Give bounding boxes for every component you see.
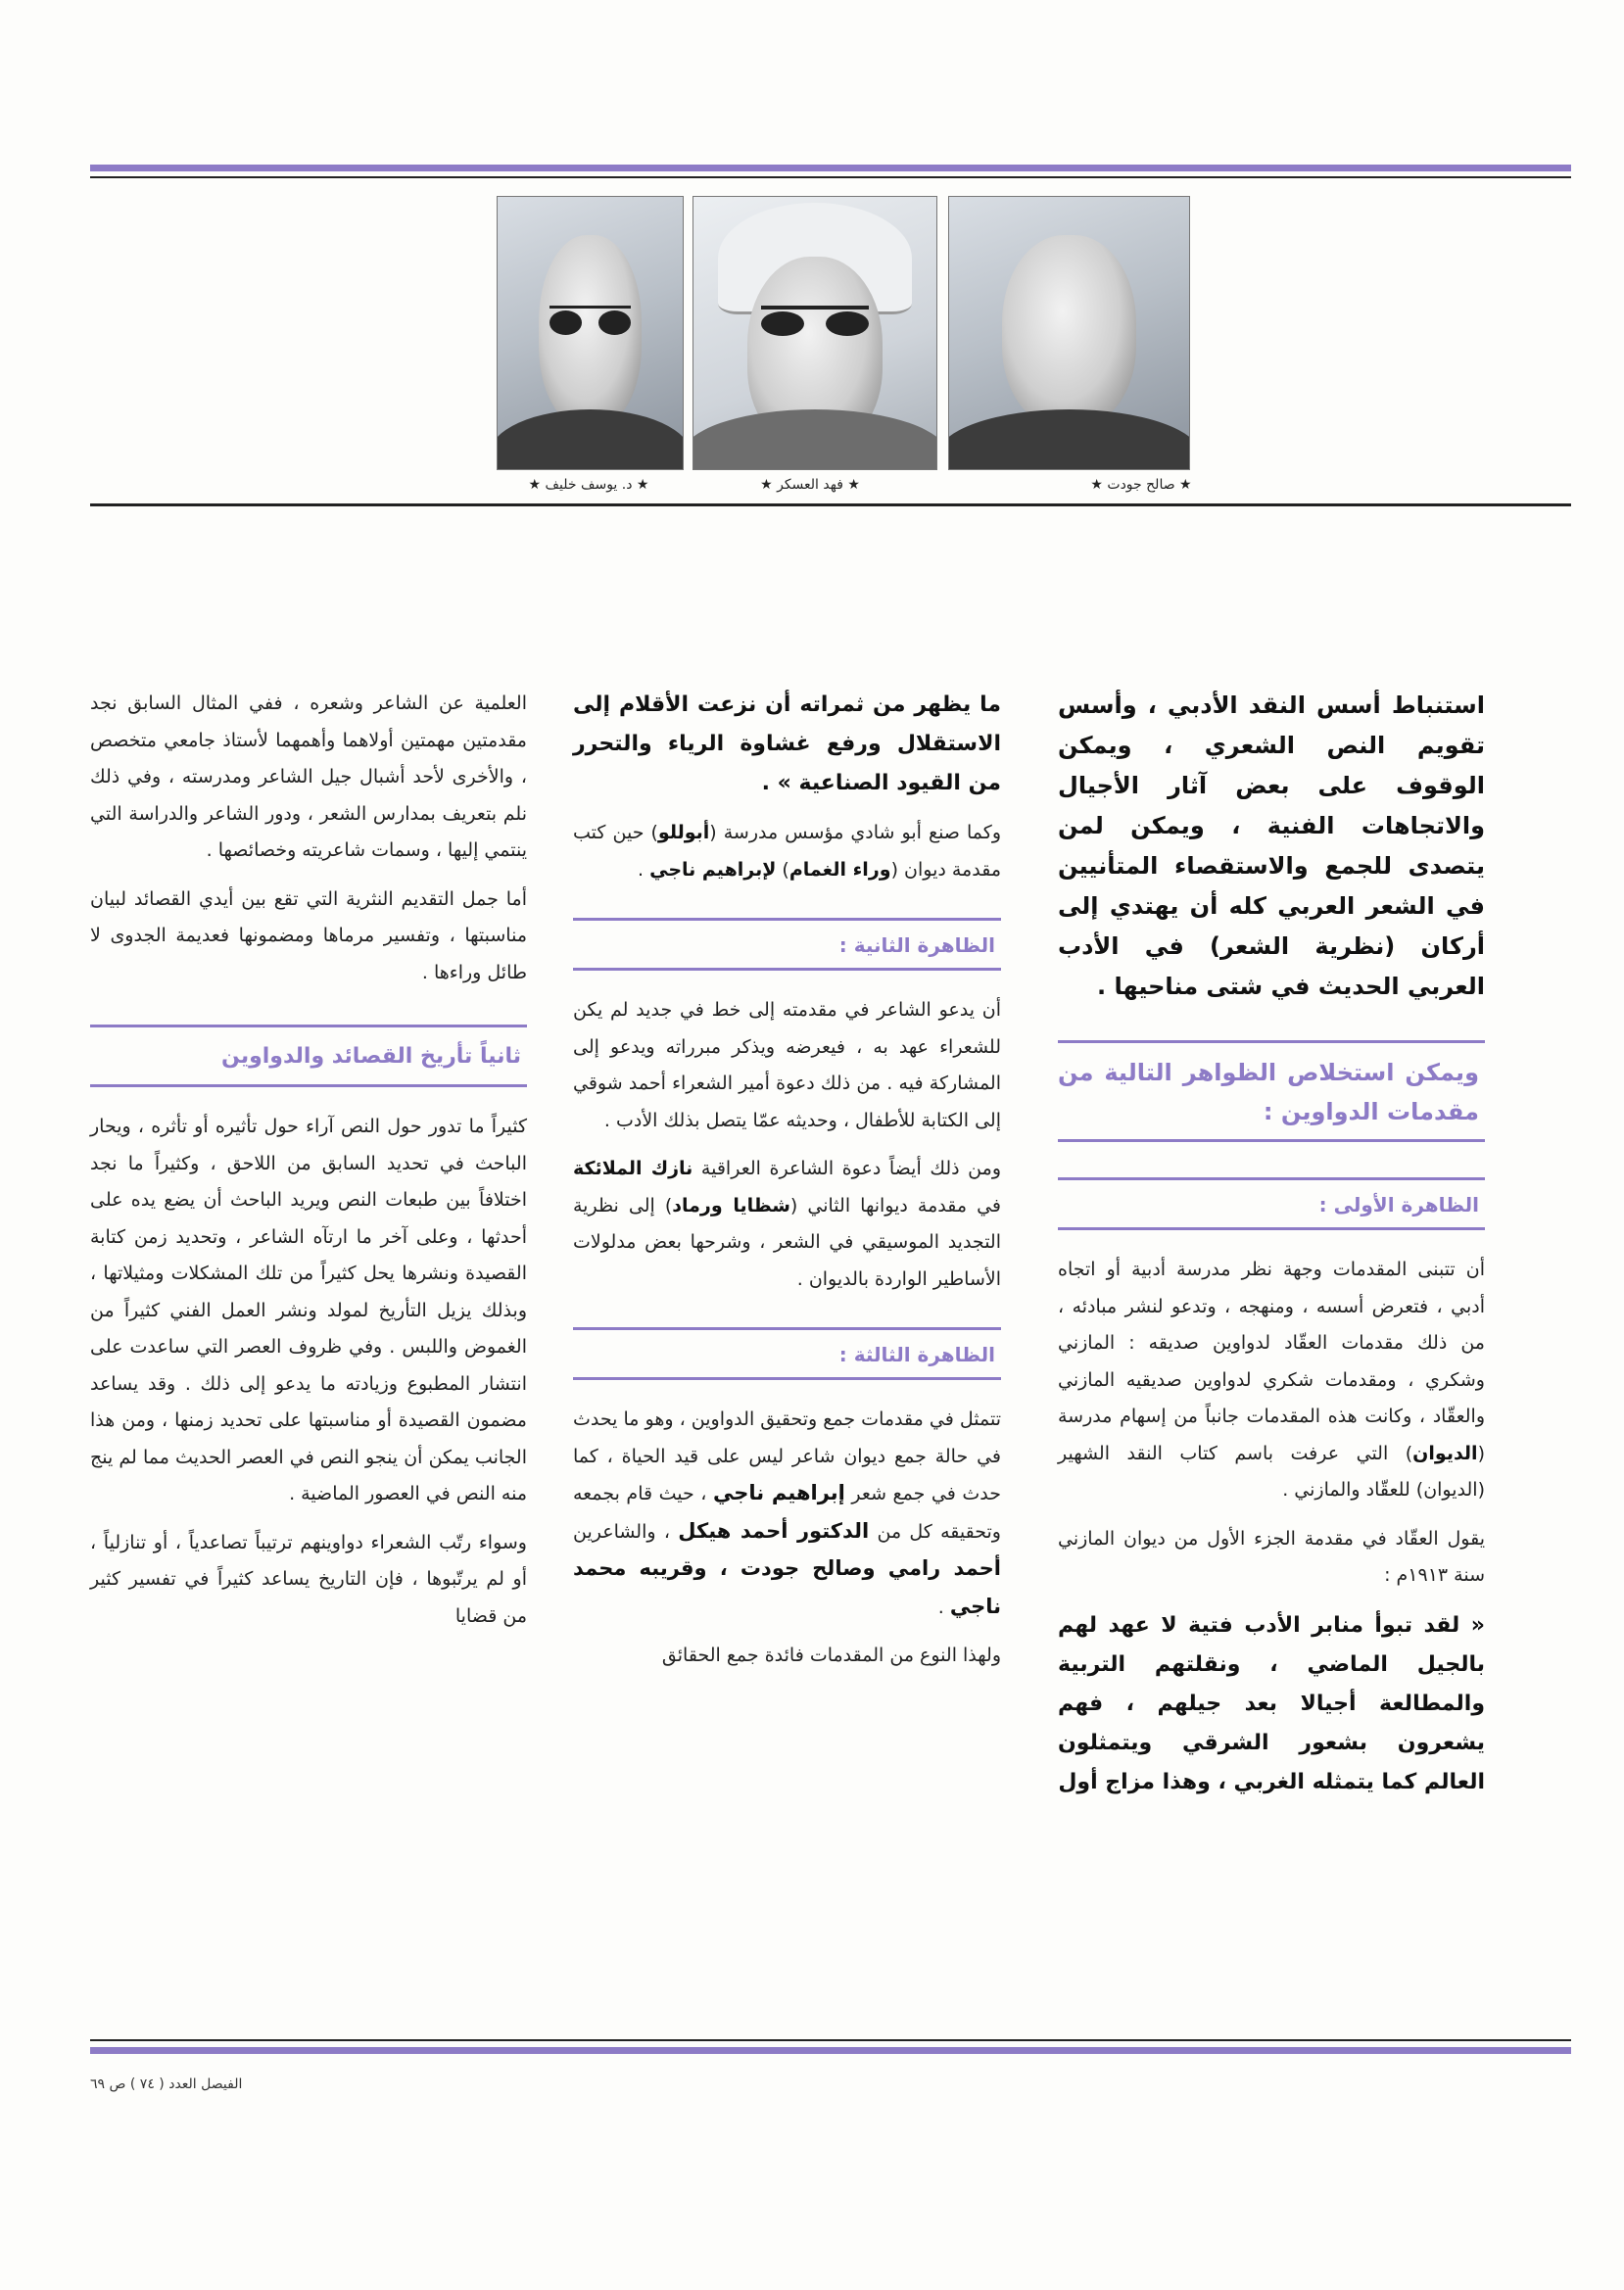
paragraph-first-phenomenon xyxy=(1058,1252,1485,1509)
portrait-yusuf-khalif xyxy=(497,196,684,470)
portrait-saleh-jawdat xyxy=(948,196,1190,470)
bold-term-apollo: أبوللو xyxy=(657,822,710,843)
heading-third-phenomenon: الظاهرة الثالثة : xyxy=(573,1327,1001,1380)
column-left xyxy=(90,686,527,1646)
caption-fahd-alaskar: ★ فهد العسكر ★ xyxy=(760,477,860,493)
paragraph-prose-intros: أما جمل التقديم النثرية التي تقع بين أيدي القصائد لبيان مناسبتها ، وتفسير مرماها ومضمونها فعديمة الجدوى لا طائل وراءها . xyxy=(90,887,527,983)
bold-term-diwan: الديوان xyxy=(1412,1442,1478,1464)
text-run: أن تتبنى المقدمات وجهة نظر مدرسة أدبية أو اتجاه أدبي ، فتعرض أسسه ، ومنهجه ، وتدعو لنشر مبادئه ، من ذلك مقدمات العقّاد لدواوين صديقه : المازني وشكري ، ومقدمات شكري لدواوين صديقيه المازني والعقّاد ، وكانت هذه المقدمات جانباً من إسهام مدرسة ( xyxy=(1058,1259,1485,1464)
bold-term-rami-jawdat-naji: أحمد رامي وصالح جودت ، وقريبه محمد ناجي xyxy=(573,1556,1001,1618)
heading-first-phenomenon: الظاهرة الأولى : xyxy=(1058,1177,1485,1230)
page-footer: الفيصل العدد ( ٧٤ ) ص ٦٩ xyxy=(90,2076,243,2092)
text-run: ، حيث قام بجمعه وتحقيقه كل من xyxy=(573,1483,1001,1543)
paragraph-benefit: ولهذا النوع من المقدمات فائدة جمع الحقائق xyxy=(661,1645,1001,1666)
bold-term-ibrahim-naji: إبراهيم ناجي xyxy=(712,1481,845,1504)
intro-paragraph: استنباط أسس النقد الأدبي ، وأسس تقويم النص الشعري ، ويمكن الوقوف على بعض آثار الأجيال والاتجاهات الفنية ، ويمكن لمن يتصدى للجمع والاستقصاء المتأنيين في الشعر العربي كله أن يهتدي إلى أركان (نظرية الشعر) في الأدب العربي الحديث في شتى مناحيها . xyxy=(1058,692,1485,1000)
portrait-shoulders xyxy=(948,409,1190,470)
column-right xyxy=(1058,686,1485,1814)
paragraph-abushadi xyxy=(573,815,1001,888)
bold-term-ibrahim-naji: لإبراهيم ناجي xyxy=(649,858,777,881)
top-accent-rule xyxy=(90,165,1571,171)
paragraph-aqqad-says: يقول العقّاد في مقدمة الجزء الأول من ديوان المازني سنة ١٩١٣م : xyxy=(1058,1527,1485,1586)
text-run: ومن ذلك أيضاً دعوة الشاعرة العراقية xyxy=(693,1158,1001,1179)
paragraph-nazik xyxy=(573,1151,1001,1298)
text-run: ) xyxy=(776,858,789,881)
bold-term-behind-clouds: وراء الغمام xyxy=(788,858,891,881)
portrait-shoulders xyxy=(497,409,684,470)
paragraph-second-phenomenon: أن يدعو الشاعر في مقدمته إلى خط في جديد لم يكن للشعراء عهد به ، فيعرضه ويذكر مبرراته ويدعو إلى المشاركة فيه . من ذلك دعوة أمير الشعراء أحمد شوقي إلى الكتابة للأطفال ، وحديثه عمّا يتصل بذلك الأدب . xyxy=(573,999,1001,1131)
text-run: ، والشاعرين xyxy=(573,1520,679,1543)
text-run: ) إلى نظرية التجديد الموسيقي في الشعر ، وشرحها بعض مدلولات الأساطير الواردة بالديوان . xyxy=(573,1194,1001,1290)
paragraph-scientific: العلمية عن الشاعر وشعره ، ففي المثال السابق نجد مقدمتين مهمتين أولاهما وأهمهما لأستاذ جامعي متخصص ، والأخرى لأحد أشبال جيل الشاعر ومدرسته ، وفي ذلك نلم بتعريف بمدارس الشعر ، ودور الشاعر والدراسة التي ينتمي إليها ، وسمات شاعريته وخصائصها . xyxy=(90,692,527,861)
portrait-fahd-alaskar xyxy=(693,196,937,470)
quote-continuation: ما يظهر من ثمراته أن نزعت الأقلام إلى الاستقلال ورفع غشاوة الرياء والتحرر من القيود الصناعية » . xyxy=(573,692,1001,795)
section-heading-dating: ثانياً تأريخ القصائد والدواوين xyxy=(90,1025,527,1087)
text-run: ) التي عرفت باسم كتاب النقد الشهير (الديوان) للعقّاد والمازني . xyxy=(1058,1442,1485,1501)
quote-aqqad: « لقد تبوأ منابر الأدب فتية لا عهد لهم بالجيل الماضي ، ونقلتهم التربية والمطالعة أجيالا بعد جيلهم ، فهم يشعرون بشعور الشرقي ويتمثلون العالم كما يتمثله الغربي ، وهذا مزاج أول xyxy=(1058,1612,1485,1794)
bold-term-haykal: الدكتور أحمد هيكل xyxy=(678,1518,870,1543)
portrait-face xyxy=(1002,235,1136,426)
paragraph-third-phenomenon xyxy=(573,1402,1001,1626)
bold-term-shazaya: شظايا ورماد xyxy=(672,1194,790,1217)
text-run: تتمثل في مقدمات جمع وتحقيق الدواوين ، وهو ما يحدث في حالة جمع ديوان شاعر ليس على قيد الحياة ، كما حدث في جمع شعر xyxy=(573,1408,1001,1504)
top-thin-rule xyxy=(90,176,1571,178)
text-run: في مقدمة ديوانها الثاني ( xyxy=(789,1194,1002,1217)
caption-saleh-jawdat: ★ صالح جودت ★ xyxy=(1090,477,1192,493)
heading-second-phenomenon: الظاهرة الثانية : xyxy=(573,918,1001,971)
paragraph-ordering: وسواء رتّب الشعراء دواوينهم ترتيباً تصاعدياً ، أو تنازلياً ، أو لم يرتّبوها ، فإن التاريخ يساعد كثيراً في تفسير كثير من قضايا xyxy=(90,1531,527,1627)
section-heading-phenomena: ويمكن استخلاص الظواهر التالية من مقدمات الدواوين : xyxy=(1058,1040,1485,1142)
text-run: . xyxy=(638,858,650,881)
caption-yusuf-khalif: ★ د. يوسف خليف ★ xyxy=(528,477,649,493)
bottom-accent-rule xyxy=(90,2047,1571,2054)
bottom-thin-rule xyxy=(90,2039,1571,2041)
portrait-shoulders xyxy=(693,409,937,470)
portrait-glasses xyxy=(549,306,631,336)
portrait-sunglasses xyxy=(761,306,868,337)
photo-bottom-rule xyxy=(90,503,1571,506)
text-run: وكما صنع أبو شادي مؤسس مدرسة ( xyxy=(709,822,1001,843)
paragraph-dating: كثيراً ما تدور حول النص آراء حول تأثيره أو تأثره ، ويحار الباحث في تحديد السابق من اللاحق ، وكثيراً ما نجد اختلافاً بين طبعات النص ويريد الباحث أن يضع يده على أحدثها ، وعلى آخر ما ارتآه الشاعر ، وتحديد زمن كتابة القصيدة ونشرها يحل كثيراً من تلك المشكلات ومثيلاتها ، وبذلك يزيل التأريخ لمولد ونشر العمل الفني كثيراً من الغموض واللبس . وفي ظروف العصر التي ساعدت على انتشار المطبوع وزيادته ما يدعو إلى ذلك . وقد يساعد مضمون القصيدة أو مناسبتها على تحديد زمنها ، ومن هذا الجانب يمكن أن ينجو النص في العصر الحديث مما لم ينج منه النص في العصور الماضية . xyxy=(90,1116,527,1504)
text-run: ) حين كتب مقدمة ديوان ( xyxy=(573,822,1001,881)
text-run: . xyxy=(937,1596,950,1618)
column-middle xyxy=(573,686,1001,1687)
bold-term-nazik: نازك الملائكة xyxy=(573,1158,693,1179)
